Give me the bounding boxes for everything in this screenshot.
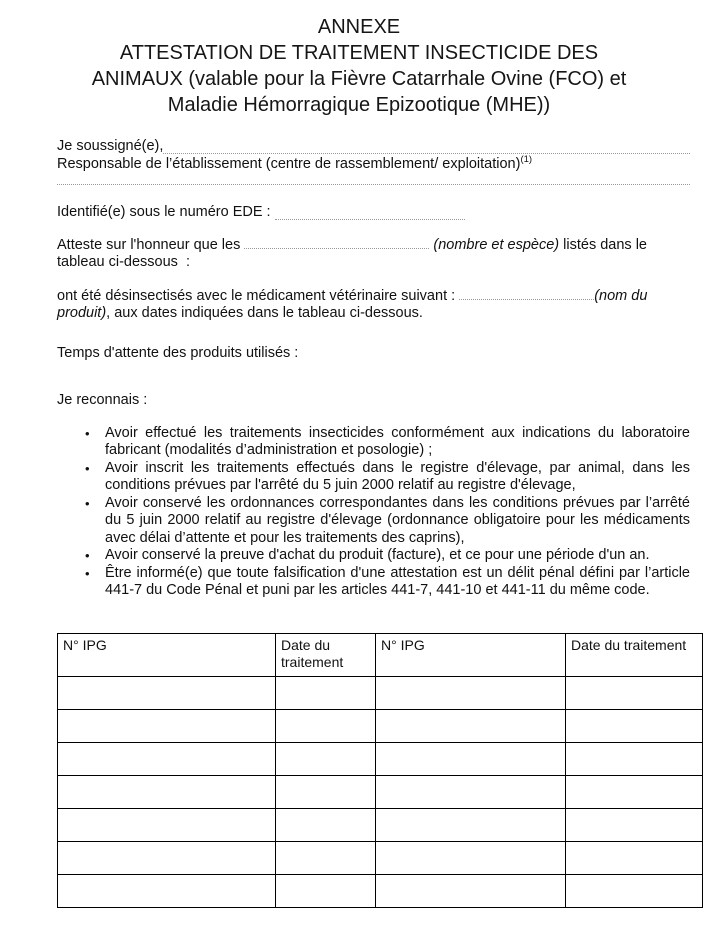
responsible-label: Responsable de l’établissement (centre de rassemblement/ exploitation): [57, 155, 521, 172]
table-cell-fill-in[interactable]: [566, 808, 703, 841]
signatory-line: [57, 138, 690, 156]
table-row: [58, 709, 703, 742]
product-text-after: , aux dates indiquées dans le tableau ci-dessous.: [106, 305, 423, 321]
table-row: [58, 808, 703, 841]
table-row: [58, 742, 703, 775]
table-cell-fill-in[interactable]: [566, 742, 703, 775]
table-cell-fill-in[interactable]: [58, 874, 276, 907]
table-cell-fill-in[interactable]: [376, 808, 566, 841]
table-header-cell: Date du traitement: [566, 633, 703, 676]
table-header-cell: Date du traitement: [276, 633, 376, 676]
ede-number-fill-in[interactable]: [275, 208, 465, 219]
signatory-name-fill-in[interactable]: [163, 142, 690, 153]
acknowledgement-item: [57, 547, 690, 565]
ede-number-line: [57, 204, 690, 222]
table-cell-fill-in[interactable]: [566, 874, 703, 907]
table-cell-fill-in[interactable]: [276, 742, 376, 775]
table-cell-fill-in[interactable]: [58, 808, 276, 841]
table-header-row: [58, 633, 703, 676]
establishment-fill-in[interactable]: [57, 184, 690, 185]
product-name-fill-in[interactable]: [459, 288, 594, 299]
bullet-icon: •: [85, 460, 90, 476]
table-cell-fill-in[interactable]: [276, 841, 376, 874]
table-row: [58, 874, 703, 907]
animal-count-fill-in[interactable]: [244, 237, 429, 248]
document-title: [0, 14, 718, 118]
table-row: [58, 775, 703, 808]
table-cell-fill-in[interactable]: [376, 874, 566, 907]
acknowledgement-intro: Je reconnais :: [57, 392, 148, 408]
table-cell-fill-in[interactable]: [566, 841, 703, 874]
ede-number-label: Identifié(e) sous le numéro EDE :: [57, 204, 271, 220]
bullet-icon: •: [85, 425, 90, 441]
acknowledgement-item-text: Avoir inscrit les traitements effectués dans le registre d'élevage, par animal, dans les conditions prévues par l'arrêté du 5 juin 2000 relatif au registre d'élevage,: [105, 459, 690, 493]
acknowledgement-item: [57, 460, 690, 495]
table-cell-fill-in[interactable]: [58, 742, 276, 775]
signatory-label: Je soussigné(e),: [57, 138, 164, 154]
table-cell-fill-in[interactable]: [376, 676, 566, 709]
product-paragraph: [57, 288, 690, 323]
bullet-icon: •: [85, 548, 90, 563]
acknowledgement-item-text: Avoir effectué les traitements insecticides conformément aux indications du laboratoire fabricant (modalités d’administration et posologie) ;: [105, 424, 690, 458]
table-cell-fill-in[interactable]: [566, 676, 703, 709]
species-hint: (nombre et espèce): [433, 236, 560, 253]
document-body: [0, 138, 718, 908]
bullet-icon: •: [85, 565, 90, 581]
acknowledgement-item: [57, 565, 690, 600]
table-cell-fill-in[interactable]: [566, 775, 703, 808]
treatment-table: [57, 633, 703, 908]
table-cell-fill-in[interactable]: [376, 742, 566, 775]
withdrawal-time-line: Temps d'attente des produits utilisés :: [57, 344, 299, 361]
table-cell-fill-in[interactable]: [58, 775, 276, 808]
table-cell-fill-in[interactable]: [276, 808, 376, 841]
acknowledgement-item: [57, 425, 690, 460]
table-cell-fill-in[interactable]: [276, 775, 376, 808]
table-cell-fill-in[interactable]: [376, 775, 566, 808]
table-cell-fill-in[interactable]: [566, 709, 703, 742]
title-line-animaux: ANIMAUX (valable pour la Fièvre Catarrhale Ovine (FCO) et: [91, 68, 627, 90]
table-cell-fill-in[interactable]: [58, 676, 276, 709]
table-cell-fill-in[interactable]: [58, 709, 276, 742]
acknowledgement-item-text: Avoir conservé la preuve d'achat du produit (facture), et ce pour une période d'un an.: [105, 547, 650, 563]
responsible-line: [57, 153, 690, 174]
table-cell-fill-in[interactable]: [276, 874, 376, 907]
title-line-maladie: Maladie Hémorragique Epizootique (MHE)): [167, 94, 551, 116]
acknowledgement-item: [57, 495, 690, 548]
table-cell-fill-in[interactable]: [376, 841, 566, 874]
table-row: [58, 841, 703, 874]
attestation-text-before: Atteste sur l'honneur que les: [57, 236, 241, 253]
product-hint: (nom du produit): [57, 287, 648, 321]
footnote-reference: (1): [520, 153, 533, 165]
product-text-before: ont été désinsectisés avec le médicament vétérinaire suivant :: [57, 287, 456, 304]
title-line-attestation: ATTESTATION DE TRAITEMENT INSECTICIDE DES: [119, 42, 599, 64]
table-header-cell: N° IPG: [58, 633, 276, 676]
acknowledgement-item-text: Avoir conservé les ordonnances correspondantes dans les conditions prévues par l’arrêté du 5 juin 2000 relatif au registre d'élevage (ordonnance obligatoire pour les médicaments avec délai d’attente et pour les traitements des caprins),: [105, 494, 690, 546]
attestation-text-after: listés dans le tableau ci-dessous :: [57, 236, 647, 270]
table-cell-fill-in[interactable]: [276, 709, 376, 742]
table-cell-fill-in[interactable]: [376, 709, 566, 742]
acknowledgement-item-text: Être informé(e) que toute falsification d'une attestation est un délit pénal défini par l’article 441-7 du Code Pénal et puni par les articles 441-7, 441-10 et 441-11 du même code.: [105, 564, 690, 598]
table-header-cell: N° IPG: [376, 633, 566, 676]
table-cell-fill-in[interactable]: [58, 841, 276, 874]
acknowledgement-list: [57, 425, 690, 600]
attestation-paragraph: [57, 237, 690, 272]
table-cell-fill-in[interactable]: [276, 676, 376, 709]
table-row: [58, 676, 703, 709]
title-line-annexe: ANNEXE: [317, 16, 401, 38]
bullet-icon: •: [85, 495, 90, 511]
